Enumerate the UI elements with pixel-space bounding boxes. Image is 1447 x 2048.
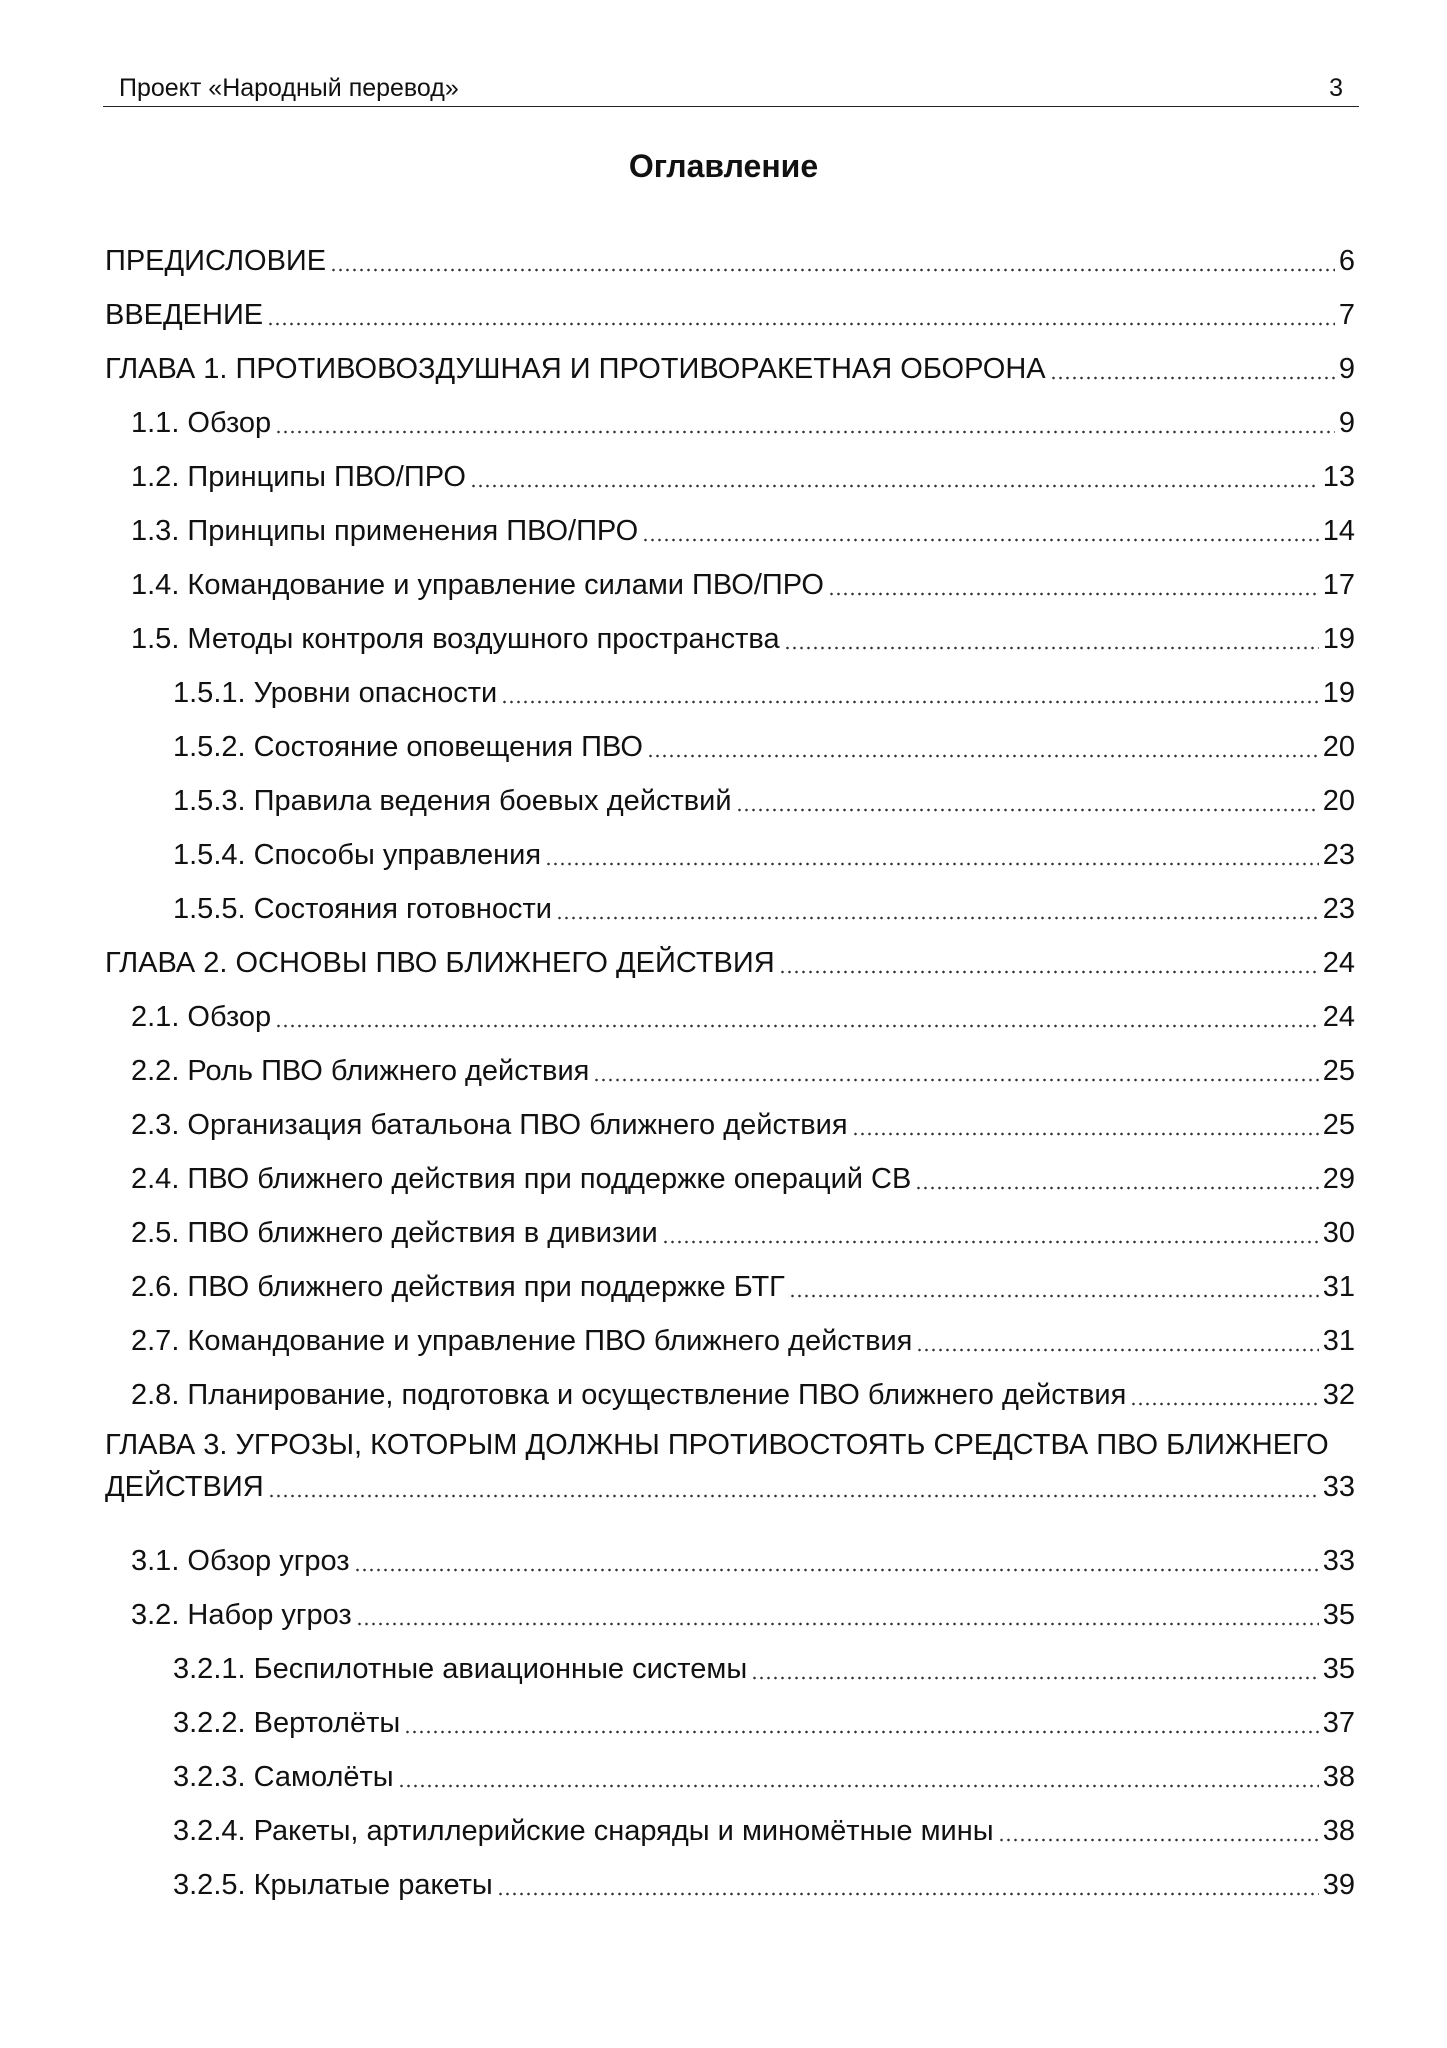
dot-leader: [501, 700, 1318, 704]
toc-entry-page: 35: [1322, 1599, 1355, 1631]
dot-leader: [398, 1784, 1319, 1788]
toc-entry[interactable]: [105, 1196, 1355, 1250]
dot-leader: [1130, 1402, 1318, 1406]
toc-entry[interactable]: [105, 1632, 1355, 1686]
toc-entry-page: 29: [1322, 1163, 1355, 1195]
toc-entry[interactable]: [105, 1524, 1355, 1578]
toc-entry-label: 1.5. Методы контроля воздушного пространства: [131, 623, 780, 655]
dot-leader: [852, 1132, 1319, 1136]
toc-entry-label: 3.2. Набор угроз: [131, 1599, 352, 1631]
toc-entry[interactable]: [105, 1358, 1355, 1412]
toc-entry[interactable]: [105, 1412, 1355, 1524]
dot-leader: [998, 1838, 1319, 1842]
dot-leader: [354, 1568, 1319, 1572]
page-header: [103, 70, 1359, 107]
toc-entry-label: 2.1. Обзор: [131, 1001, 272, 1033]
toc-entry-label: 1.5.5. Состояния готовности: [173, 893, 552, 925]
toc-entry-label: 2.6. ПВО ближнего действия при поддержке БТГ: [131, 1271, 785, 1303]
toc-entry-label: 3.2.3. Самолёты: [173, 1761, 394, 1793]
toc-entry-page: 30: [1322, 1217, 1355, 1249]
toc-entry-page: 14: [1322, 515, 1355, 547]
toc-entry[interactable]: [105, 764, 1355, 818]
toc-entry-label: 1.3. Принципы применения ПВО/ПРО: [131, 515, 639, 547]
toc-entry-page: 33: [1322, 1545, 1355, 1577]
toc-entry[interactable]: [105, 1578, 1355, 1632]
toc-entry-page: 23: [1322, 893, 1355, 925]
toc-entry-label: ГЛАВА 2. ОСНОВЫ ПВО БЛИЖНЕГО ДЕЙСТВИЯ: [105, 947, 775, 979]
toc-entry[interactable]: [105, 224, 1355, 278]
dot-leader: [404, 1730, 1319, 1734]
toc-entry-continuation: [105, 1466, 1355, 1508]
dot-leader: [784, 646, 1319, 650]
dot-leader: [779, 970, 1319, 974]
dot-leader: [647, 754, 1319, 758]
toc-entry-page: 13: [1322, 461, 1355, 493]
toc-entry-page: 17: [1322, 569, 1355, 601]
dot-leader: [470, 484, 1319, 488]
toc-entry-label: 1.5.4. Способы управления: [173, 839, 542, 871]
toc-entry-label: ГЛАВА 3. УГРОЗЫ, КОТОРЫМ ДОЛЖНЫ ПРОТИВОСТОЯТЬ СРЕДСТВА ПВО БЛИЖНЕГО: [105, 1429, 1329, 1461]
toc-entry[interactable]: [105, 818, 1355, 872]
toc-entry[interactable]: [105, 278, 1355, 332]
dot-leader: [497, 1892, 1319, 1896]
toc-entry[interactable]: [105, 656, 1355, 710]
toc-heading: Оглавление: [628, 148, 819, 184]
toc-entry-label: 1.5.3. Правила ведения боевых действий: [173, 785, 732, 817]
dot-leader: [593, 1078, 1318, 1082]
toc-entry[interactable]: [105, 872, 1355, 926]
toc-entry-page: 7: [1338, 299, 1355, 331]
toc-entry[interactable]: [105, 1740, 1355, 1794]
toc-entry-label: 1.4. Командование и управление силами ПВО/ПРО: [131, 569, 824, 601]
toc-entry-page: 9: [1338, 353, 1355, 385]
toc-entry-page: 31: [1322, 1271, 1355, 1303]
toc-entry-page: 33: [1322, 1471, 1355, 1503]
toc-entry-label: 2.5. ПВО ближнего действия в дивизии: [131, 1217, 658, 1249]
toc-entry-page: 23: [1322, 839, 1355, 871]
toc-entry[interactable]: [105, 386, 1355, 440]
toc-entry-page: 25: [1322, 1109, 1355, 1141]
toc-entry-label: 2.4. ПВО ближнего действия при поддержке операций СВ: [131, 1163, 912, 1195]
dot-leader: [556, 916, 1319, 920]
toc-entry[interactable]: [105, 1848, 1355, 1902]
toc-entry-label: 3.2.2. Вертолёты: [173, 1707, 401, 1739]
toc-entry[interactable]: [105, 1088, 1355, 1142]
toc-entry-label: 3.2.4. Ракеты, артиллерийские снаряды и миномётные мины: [173, 1815, 994, 1847]
dot-leader: [275, 1024, 1319, 1028]
toc-entry-label-continuation: ДЕЙСТВИЯ: [105, 1471, 264, 1503]
dot-leader: [356, 1622, 1319, 1626]
header-page-number: 3: [1329, 74, 1343, 102]
dot-leader: [642, 538, 1319, 542]
toc-entry-page: 39: [1322, 1869, 1355, 1901]
toc-entry[interactable]: [105, 1250, 1355, 1304]
dot-leader: [1050, 376, 1335, 380]
toc-entry[interactable]: [105, 1304, 1355, 1358]
toc-entry[interactable]: [105, 548, 1355, 602]
toc-entry[interactable]: [105, 710, 1355, 764]
dot-leader: [267, 322, 1335, 326]
toc-entry-label: 1.2. Принципы ПВО/ПРО: [131, 461, 466, 493]
toc-entry-label: 3.2.1. Беспилотные авиационные системы: [173, 1653, 748, 1685]
toc-entry-page: 20: [1322, 731, 1355, 763]
toc-entry[interactable]: [105, 1142, 1355, 1196]
toc-entry-page: 35: [1322, 1653, 1355, 1685]
toc-entry-page: 19: [1322, 623, 1355, 655]
toc-entry[interactable]: [105, 602, 1355, 656]
dot-leader: [736, 808, 1319, 812]
toc-entry[interactable]: [105, 980, 1355, 1034]
toc-entry-page: 24: [1322, 1001, 1355, 1033]
toc-entry-label: ПРЕДИСЛОВИЕ: [105, 245, 327, 277]
toc-entry-page: 38: [1322, 1815, 1355, 1847]
toc-entry-label: 2.8. Планирование, подготовка и осуществление ПВО ближнего действия: [131, 1379, 1127, 1411]
toc-entry[interactable]: [105, 440, 1355, 494]
toc-entry-label: ВВЕДЕНИЕ: [105, 299, 264, 331]
toc-entry-label: ГЛАВА 1. ПРОТИВОВОЗДУШНАЯ И ПРОТИВОРАКЕТНАЯ ОБОРОНА: [105, 353, 1046, 385]
dot-leader: [662, 1240, 1319, 1244]
toc-entry-label: 1.5.1. Уровни опасности: [173, 677, 498, 709]
toc-entry-page: 37: [1322, 1707, 1355, 1739]
dot-leader: [545, 862, 1319, 866]
dot-leader: [330, 268, 1335, 272]
toc-entry-page: 9: [1338, 407, 1355, 439]
toc-entry-page: 32: [1322, 1379, 1355, 1411]
toc-entry-label: 2.7. Командование и управление ПВО ближнего действия: [131, 1325, 913, 1357]
toc-entry[interactable]: [105, 332, 1355, 386]
header-project-title: Проект «Народный перевод»: [119, 74, 459, 102]
dot-leader: [275, 430, 1335, 434]
toc-entry-label: 1.5.2. Состояние оповещения ПВО: [173, 731, 643, 763]
toc-entry-page: 25: [1322, 1055, 1355, 1087]
dot-leader: [751, 1676, 1319, 1680]
toc-entry[interactable]: [105, 1794, 1355, 1848]
table-of-contents: [105, 224, 1355, 1902]
toc-entry[interactable]: [105, 494, 1355, 548]
toc-entry-label: 2.3. Организация батальона ПВО ближнего действия: [131, 1109, 848, 1141]
dot-leader: [789, 1294, 1319, 1298]
dot-leader: [915, 1186, 1318, 1190]
dot-leader: [828, 592, 1319, 596]
toc-entry[interactable]: [105, 1686, 1355, 1740]
toc-entry-page: 19: [1322, 677, 1355, 709]
toc-entry-page: 31: [1322, 1325, 1355, 1357]
toc-entry-page: 6: [1338, 245, 1355, 277]
toc-entry[interactable]: [105, 1034, 1355, 1088]
toc-entry-page: 24: [1322, 947, 1355, 979]
toc-entry-page: 20: [1322, 785, 1355, 817]
dot-leader: [916, 1348, 1318, 1352]
toc-entry-label: 3.1. Обзор угроз: [131, 1545, 350, 1577]
dot-leader: [268, 1494, 1319, 1498]
toc-entry-label: 2.2. Роль ПВО ближнего действия: [131, 1055, 590, 1087]
toc-entry[interactable]: [105, 926, 1355, 980]
toc-entry-label: 3.2.5. Крылатые ракеты: [173, 1869, 493, 1901]
toc-entry-label: 1.1. Обзор: [131, 407, 272, 439]
toc-entry-page: 38: [1322, 1761, 1355, 1793]
